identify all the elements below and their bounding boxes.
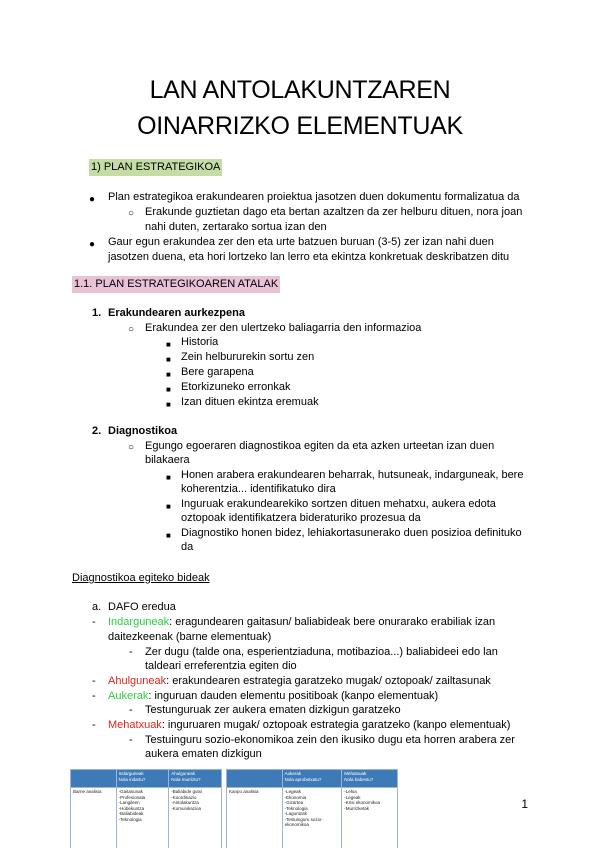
list-item: da bbox=[181, 541, 194, 553]
paragraph-line: aukera ematen dizkigun bbox=[145, 748, 262, 760]
table-cell-line: -Teknologia bbox=[118, 816, 142, 822]
dafo-label: DAFO eredua bbox=[108, 601, 176, 613]
bullet-square: ■ bbox=[166, 370, 171, 379]
table-cell-line: -Profesionala bbox=[118, 794, 146, 800]
paragraph-line: Testuinguru sozio-ekonomikoa zein den ikusiko dugu eta horren arabera zer bbox=[145, 734, 515, 746]
paragraph-line: bilakaera bbox=[145, 454, 190, 466]
section-heading-plan-estrategikoa: 1) PLAN ESTRATEGIKOA bbox=[89, 159, 222, 176]
term-aukerak: Aukerak bbox=[108, 690, 149, 702]
table-row-label: Barne analisia bbox=[71, 788, 117, 848]
indarguneak-line bbox=[108, 615, 495, 630]
bullet-circle: ○ bbox=[128, 324, 135, 335]
list-item: Historia bbox=[181, 336, 219, 348]
term-description: : erakundearen estrategia garatzeko mugak/ oztopoak/ zailtasunak bbox=[166, 675, 491, 687]
table-cell bbox=[342, 788, 398, 848]
aukerak-line bbox=[108, 689, 438, 704]
section-heading-atalak: 1.1. PLAN ESTRATEGIKOAREN ATALAK bbox=[72, 276, 280, 293]
term-ahulguneak: Ahulguneak bbox=[108, 675, 167, 687]
paragraph-line: Erakundea zer den ulertzeko baliagarria den informazioa bbox=[145, 322, 422, 334]
dash-bullet: - bbox=[129, 734, 133, 746]
paragraph-line: Plan estrategikoa erakundearen proiektua jasotzen duen dokumentu formalizatua da bbox=[108, 191, 520, 203]
table-cell-line: -Hobekuntza bbox=[118, 805, 145, 811]
table-cell-line: -Baliabide gutxi bbox=[171, 789, 203, 794]
table-cell bbox=[116, 788, 169, 848]
table-cell-line: -Laguntzak bbox=[284, 811, 307, 816]
paragraph-line: daitezkeenak (barne elementuak) bbox=[108, 631, 272, 643]
ahulguneak-line bbox=[108, 674, 491, 689]
table-row-label: Kanpo analisia bbox=[227, 788, 283, 848]
list-item: Bere garapena bbox=[181, 366, 254, 378]
term-mehatxuak: Mehatxuak bbox=[108, 719, 162, 731]
dash-bullet: - bbox=[129, 646, 133, 658]
term-indarguneak: Indarguneak bbox=[108, 616, 170, 628]
table-header-cell bbox=[227, 770, 283, 788]
paragraph-line: Egungo egoeraren diagnostikoa egiten da eta azken urteetan izan duen bbox=[145, 440, 495, 452]
list-item: Inguruak erakundearekiko sortzen dituen mehatxu, aukera edota bbox=[181, 498, 496, 510]
bullet-dot: ● bbox=[89, 194, 96, 205]
page-title-line1: LAN ANTOLAKUNTZAREN bbox=[149, 76, 451, 104]
list-item: Diagnostiko honen bidez, lehiakortasunerako duen posizioa definituko bbox=[181, 527, 522, 539]
term-description: : eragundearen gaitasun/ baliabideak bere onurarako erabiliak izan bbox=[169, 616, 496, 628]
term-description: : inguruaren mugak/ oztopoak estrategia garatzeko (kanpo elementuak) bbox=[161, 719, 511, 731]
paragraph-line: nahi duten, zertarako sortua izan den bbox=[145, 221, 327, 233]
table-cell-line: -Teknologia bbox=[284, 805, 308, 811]
term-description: : inguruan dauden elementu positiboak (kanpo elementuak) bbox=[148, 690, 439, 702]
dafo-table-internal bbox=[70, 769, 222, 848]
bullet-square: ■ bbox=[166, 400, 171, 409]
bullet-dot: ● bbox=[89, 239, 96, 250]
item-title-diagnostikoa: Diagnostikoa bbox=[108, 425, 178, 437]
list-item: Etorkizuneko erronkak bbox=[181, 381, 291, 393]
table-cell bbox=[282, 788, 342, 848]
list-item: Izan dituen ekintza eremuak bbox=[181, 396, 319, 408]
page-title-line2: OINARRIZKO ELEMENTUAK bbox=[137, 112, 463, 140]
mehatxuak-line bbox=[108, 718, 510, 733]
bullet-square: ■ bbox=[166, 531, 171, 540]
table-cell-line: -Legeak bbox=[344, 794, 361, 800]
table-header-ahulguneak: Ahulguneak Nola murriztu? bbox=[169, 770, 222, 788]
table-cell-line: -Gizartea bbox=[284, 800, 304, 805]
dash-bullet: - bbox=[92, 719, 96, 731]
list-item: Honen arabera erakundearen beharrak, hutsuneak, indarguneak, bere bbox=[181, 469, 524, 481]
bullet-square: ■ bbox=[166, 355, 171, 364]
list-number: 1. bbox=[92, 307, 102, 319]
bullet-square: ■ bbox=[166, 340, 171, 349]
dash-bullet: - bbox=[92, 675, 96, 687]
dafo-table-external bbox=[226, 769, 398, 848]
dash-bullet: - bbox=[129, 704, 133, 716]
list-item: Zein helbururekin sortu zen bbox=[181, 351, 315, 363]
table-header-cell bbox=[71, 770, 117, 788]
table-cell-line: -Koordinazio bbox=[171, 794, 197, 800]
bullet-square: ■ bbox=[166, 502, 171, 511]
item-title-aurkezpena: Erakundearen aurkezpena bbox=[108, 307, 245, 319]
table-cell-line: -Antolakuntza bbox=[171, 800, 199, 805]
paragraph-line: Zer dugu (talde ona, esperientziaduna, motibazioa...) baliabideei edo lan bbox=[145, 646, 498, 658]
list-item: oztopoak identifikatzera bideraturiko prozesua da bbox=[181, 512, 421, 524]
table-header-indarguneak: Indarguneak Nola indartu? bbox=[116, 770, 169, 788]
subheading-diagnostikoa-bideak: Diagnostikoa egiteko bideak bbox=[72, 572, 210, 584]
table-cell-line: -Lehia bbox=[344, 789, 357, 794]
table-cell-line: -Langileen bbox=[118, 800, 140, 805]
table-cell-line: -Komunikazioa bbox=[171, 805, 202, 811]
page-number: 1 bbox=[521, 797, 528, 811]
table-header-aukerak: Aukerak Nola aprobetxatu? bbox=[282, 770, 342, 788]
dash-bullet: - bbox=[92, 616, 96, 628]
bullet-square: ■ bbox=[166, 473, 171, 482]
table-cell-line: -Murrizketak bbox=[344, 805, 370, 811]
table-cell bbox=[169, 788, 222, 848]
list-letter: a. bbox=[92, 601, 102, 613]
table-cell-line: -Baliabideak bbox=[118, 811, 144, 816]
table-cell-line: -Krisi ekonomikoa bbox=[344, 800, 381, 805]
list-item: koherentzia... identifikatuko dira bbox=[181, 483, 336, 495]
list-number: 2. bbox=[92, 425, 102, 437]
table-cell-line: -Legeak bbox=[284, 789, 301, 794]
paragraph-line: Erakunde guztietan dago eta bertan azaltzen da zer helburu dituen, nora joan bbox=[145, 206, 523, 218]
paragraph-line: Testunguruak zer aukera ematen dizkigun garatzeko bbox=[145, 704, 401, 716]
dash-bullet: - bbox=[92, 690, 96, 702]
bullet-square: ■ bbox=[166, 385, 171, 394]
bullet-circle: ○ bbox=[128, 442, 135, 453]
bullet-circle: ○ bbox=[128, 208, 135, 219]
paragraph-line: taldeari erreferentzia egiten dio bbox=[145, 660, 297, 672]
table-cell-line: -Testuinguru sozio-ekonomikoa bbox=[284, 816, 323, 827]
table-header-mehatxuak: Mehatxuak Nola babestu? bbox=[342, 770, 398, 788]
paragraph-line: Gaur egun erakundea zer den eta urte batzuen buruan (3-5) zer izan nahi duen bbox=[108, 236, 494, 248]
paragraph-line: jasotzen duena, eta hori lortzeko lan lerro eta ekintza konkretuak deskribatzen ditu bbox=[108, 251, 510, 263]
table-cell-line: -Ekonomia bbox=[284, 794, 307, 800]
table-cell-line: -Gaitasunak bbox=[118, 789, 143, 794]
